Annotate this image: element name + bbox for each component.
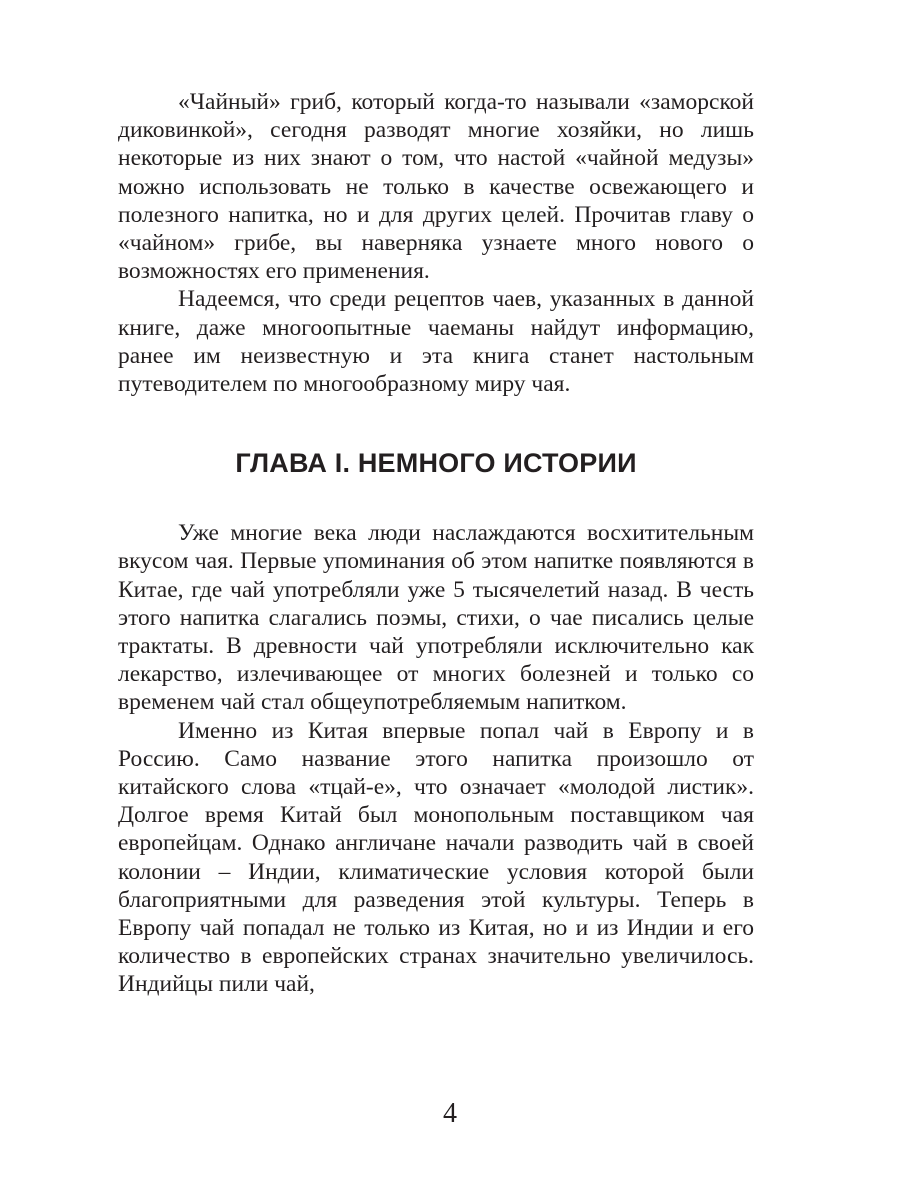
chapter-paragraph: Уже многие века люди наслаждаются восхитительным вкусом чая. Первые упоминания об этом напитке появляются в Китае, где чай употребляли уже 5 тысячелетий назад. В честь этого напитка слагались поэмы, стихи, о чае писались целые трактаты. В древности чай употребляли исключительно как лекарство, излечивающее от многих болезней и только со временем чай стал общеупотребляемым напитком.: [118, 520, 754, 716]
intro-paragraph: «Чайный» гриб, который когда-то называли «заморской диковинкой», сегодня разводят многие хозяйки, но лишь некоторые из них знают о том, что настой «чайной медузы» можно использовать не только в качестве освежающего и полезного напитка, но и для других целей. Прочитав главу о «чайном» грибе, вы наверняка узнаете много нового о возможностях его применения.: [118, 89, 754, 285]
page-body: [118, 88, 754, 999]
intro-paragraph: Надеемся, что среди рецептов чаев, указанных в данной книге, даже многоопытные чаеманы найдут информацию, ранее им неизвестную и эта книга станет настольным путеводителем по многообразному миру чая.: [118, 286, 754, 398]
chapter-title: ГЛАВА I. НЕМНОГО ИСТОРИИ: [235, 448, 637, 479]
chapter-paragraph: Именно из Китая впервые попал чай в Европу и в Россию. Само название этого напитка произошло от китайского слова «тцай-е», что означает «молодой листик». Долгое время Китай был монопольным поставщиком чая европейцам. Однако англичане начали разводить чай в своей колонии – Индии, климатические условия которой были благоприятными для разведения этой культуры. Теперь в Европу чай попадал не только из Китая, но и из Индии и его количество в европейских странах значительно увеличилось. Индийцы пили чай,: [118, 717, 754, 998]
page-number: 4: [443, 1098, 457, 1129]
